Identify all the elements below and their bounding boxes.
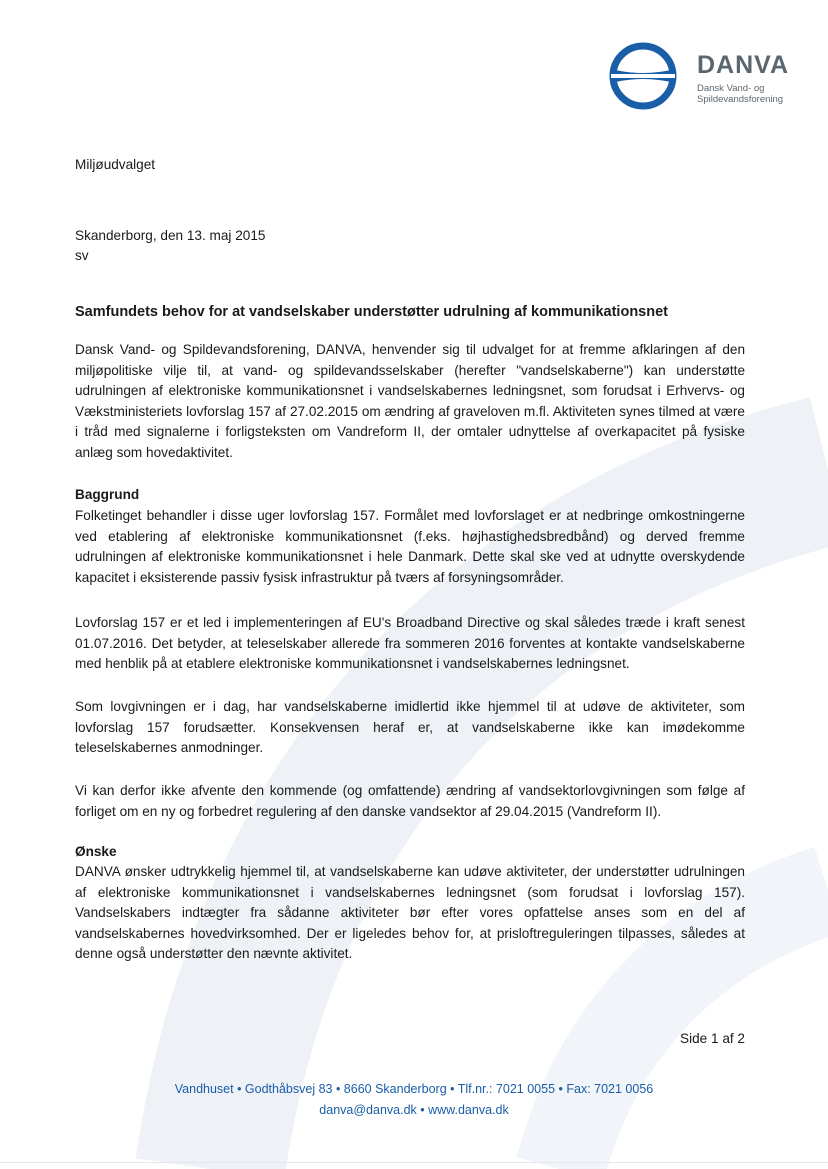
baggrund-paragraph-4: Vi kan derfor ikke afvente den kommende (og omfattende) ændring af vandsektorlovgivningen som følge af forliget om en ny og forbedret regulering af den danske vandsektor af 29.04.2015 (Vandreform II). bbox=[75, 783, 745, 819]
recipient: Miljøudvalget bbox=[75, 157, 156, 172]
logo-subtitle bbox=[697, 83, 783, 105]
letter-title: Samfundets behov for at vandselskaber understøtter udrulning af kommunikationsnet bbox=[75, 304, 668, 320]
onske-heading: Ønske bbox=[75, 844, 117, 859]
baggrund-paragraph-1: Folketinget behandler i disse uger lovforslag 157. Formålet med lovforslaget er at nedbringe omkostningerne ved etablering af elektroniske kommunikationsnet (f.eks. højhastighedsbredbånd) og derved fremme udrulningen af elektroniske kommunikationsnet i hele Danmark. Dette skal ske ved at udnytte overskydende kapacitet i eksisterende passiv fysisk infrastruktur på tværs af forsyningsområder. bbox=[75, 508, 745, 585]
author-initials: sv bbox=[75, 248, 89, 263]
footer-address: Vandhuset • Godthåbsvej 83 • 8660 Skanderborg • Tlf.nr.: 7021 0055 • Fax: 7021 0056 bbox=[174, 1082, 654, 1096]
bottom-rule bbox=[0, 1162, 828, 1163]
logo-name: DANVA bbox=[697, 51, 790, 79]
page-number: Side 1 af 2 bbox=[680, 1031, 745, 1046]
footer-contact: danva@danva.dk • www.danva.dk bbox=[319, 1103, 509, 1117]
baggrund-paragraph-2: Lovforslag 157 er et led i implementeringen af EU's Broadband Directive og skal således træde i kraft senest 01.07.2016. Det betyder, at teleselskaber allerede fra sommeren 2016 forventes at kontakte vandselskaberne med henblik på at etablere elektroniske kommunikationsnet i vandselskabernes ledningsnet. bbox=[75, 615, 745, 671]
baggrund-paragraph-3: Som lovgivningen er i dag, har vandselskaberne imidlertid ikke hjemmel til at udøve de aktiviteter, som lovforslag 157 forudsætter. Konsekvensen heraf er, at vandselskaberne ikke kan imødekomme teleselskabernes anmodninger. bbox=[75, 699, 745, 755]
danva-logo-icon bbox=[605, 37, 685, 117]
danva-logo bbox=[605, 37, 795, 117]
onske-paragraph: DANVA ønsker udtrykkelig hjemmel til, at vandselskaberne kan udøve aktiviteter, der understøtter udrulningen af elektroniske kommunikationsnet i vandselskabernes ledningsnet (som forudsat i lovforslag 157). Vandselskabers indtægter fra sådanne aktiviteter bør efter vores opfattelse anses som en del af vandselskabernes hovedvirksomhed. Der er ligeledes behov for, at prisloftreguleringen tilpasses, således at denne også understøtter den nævnte aktivitet. bbox=[75, 864, 745, 961]
letter-date: Skanderborg, den 13. maj 2015 bbox=[75, 228, 266, 243]
baggrund-heading: Baggrund bbox=[75, 487, 140, 502]
logo-subtitle-line2: Spildevandsforening bbox=[697, 94, 784, 105]
intro-paragraph: Dansk Vand- og Spildevandsforening, DANVA, henvender sig til udvalget for at fremme afklaringen af den miljøpolitiske vilje til, at vand- og spildevandsselskaber (herefter "vandselskaberne") kan understøtte udrulningen af elektroniske kommunikationsnet i vandselskabernes ledningsnet, som forudsat i Erhvervs- og Vækstministeriets lovforslag 157 af 27.02.2015 om ændring af graveloven m.fl. Aktiviteten synes tilmed at være i tråd med signalerne i forligsteksten om Vandreform II, der omtaler udnyttelse af overkapacitet på fysiske anlæg som hovedaktivitet. bbox=[75, 342, 745, 460]
logo-subtitle-line1: Dansk Vand- og bbox=[697, 83, 765, 94]
